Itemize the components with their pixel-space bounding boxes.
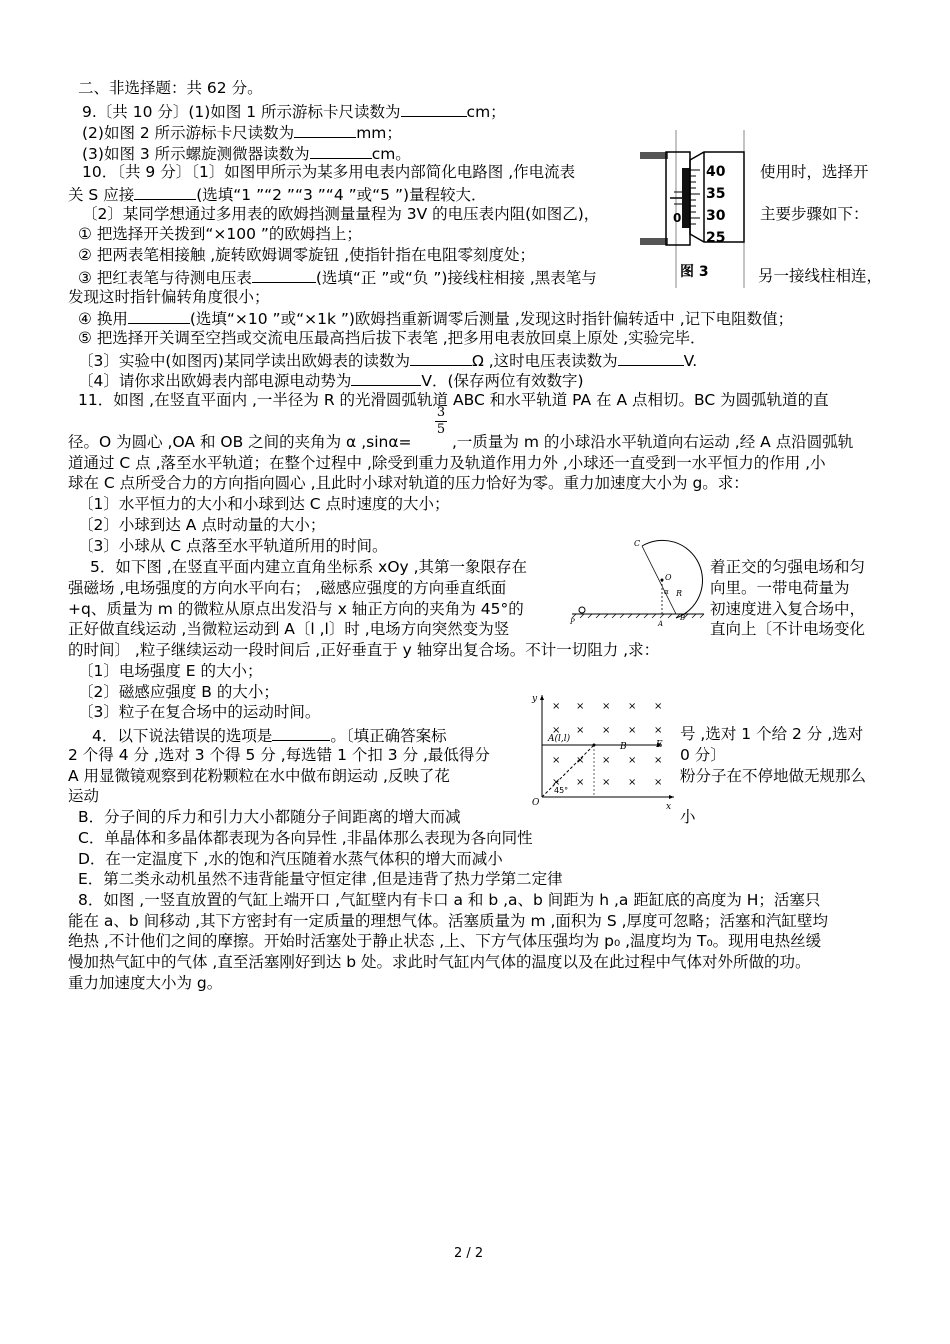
q9-line-3: (3)如图 3 所示螺旋测微器读数为 cm。 [82, 142, 411, 164]
answer-blank [618, 349, 684, 366]
svg-text:×: × [654, 725, 663, 736]
q10-step-1: ① 把选择开关拨到“×100 ”的欧姆挡上； [78, 225, 362, 243]
fraction-denominator: 5 [436, 422, 446, 437]
q9-line-2: (2)如图 2 所示游标卡尺读数为 mm； [82, 121, 402, 143]
q4-option-E: E．第二类永动机虽然不违背能量守恒定律 ,但是违背了热力学第二定律 [78, 870, 563, 888]
svg-text:×: × [628, 725, 637, 736]
q11-line-2: 径。O 为圆心 ,OA 和 OB 之间的夹角为 α ,sinα= [68, 433, 412, 451]
figure-circular-track [568, 538, 708, 633]
q4-option-C: C．单晶体和多晶体都表现为各向异性 ,非晶体那么表现为各向同性 [78, 829, 533, 847]
field-E-label: E [656, 740, 663, 750]
label-A: A [658, 620, 664, 628]
q4-line-1-right: 号 ,选对 1 个给 2 分 ,选对 [680, 725, 864, 743]
svg-text:×: × [602, 725, 611, 736]
q5-line-3: +q、质量为 m 的微粒从原点出发沿与 x 轴正方向的夹角为 45°的 [68, 600, 524, 618]
q5-sub-2: 〔2〕磁感应强度 B 的大小； [78, 683, 279, 701]
q11-sub-1: 〔1〕水平恒力的大小和小球到达 C 点时速度的大小； [78, 495, 450, 513]
q5-line-2-right: 向里。一带电荷量为 [710, 579, 850, 597]
label-alpha: α [664, 588, 669, 596]
answer-blank [310, 142, 372, 159]
point-B-label: B [620, 742, 627, 752]
q10-line-3: 〔2〕某同学想通过多用表的欧姆挡测量量程为 3V 的电压表内阻(如图乙)， [82, 205, 600, 223]
svg-text:×: × [576, 777, 585, 788]
svg-text:×: × [552, 701, 561, 712]
micrometer-zero: 0 [673, 211, 682, 225]
figure-3-micrometer [640, 130, 752, 288]
svg-text:×: × [628, 755, 637, 766]
fraction-3-5 [435, 406, 447, 437]
q10-step-3-cont: 发现这时指针偏转角度很小； [68, 288, 270, 306]
figure-3-caption: 图 3 [680, 264, 709, 280]
q5-line-4-right: 直向上〔不计电场变化 [710, 620, 866, 638]
q10-line-3-right: 主要步骤如下： [760, 205, 869, 223]
answer-blank [134, 183, 196, 200]
label-C: C [634, 539, 641, 548]
q9-line-1: 9.〔共 10 分〕(1)如图 1 所示游标卡尺读数为 cm； [82, 100, 506, 122]
svg-text:×: × [576, 725, 585, 736]
label-R: R [676, 589, 683, 598]
q11-line-3: 道通过 C 点 ,落至水平轨道；在整个过程中 ,除受到重力及轨道作用力外 ,小球还一直受到一水平恒力的作用 ,小 [68, 454, 826, 472]
q4-line-1: 4．以下说法错误的选项是 。〔填正确答案标 [92, 724, 447, 746]
answer-blank [410, 349, 472, 366]
q5-sub-1: 〔1〕电场强度 E 的大小； [78, 662, 263, 680]
q10-line-2: 关 S 应接 (选填“1 ”“2 ”“3 ”“4 ”或“5 ”)量程较大． [68, 183, 487, 205]
q4-line-2: 2 个得 4 分 ,选对 3 个得 5 分 ,每选错 1 个扣 3 分 ,最低得分 [68, 746, 490, 764]
angle-label: 45° [554, 786, 569, 795]
axis-y-label: y [532, 694, 538, 704]
q8-line-1: 8．如图 ,一竖直放置的气缸上端开口 ,气缸壁内有卡口 a 和 b ,a、b 间距为 h ,a 距缸底的高度为 H；活塞只 [78, 891, 821, 909]
answer-blank [351, 369, 421, 386]
q11-sub-2: 〔2〕小球到达 A 点时动量的大小； [78, 516, 326, 534]
micrometer-tick-40: 40 [706, 164, 726, 180]
q5-line-1: 5．如下图 ,在竖直平面内建立直角坐标系 xOy ,其第一象限存在 [90, 558, 528, 576]
svg-text:×: × [602, 755, 611, 766]
axis-x-label: x [666, 802, 672, 811]
svg-text:×: × [602, 701, 611, 712]
q8-line-4: 慢加热气缸中的气体 ,直至活塞刚好到达 b 处。求此时气缸内气体的温度以及在此过程中气体对外所做的功。 [68, 953, 811, 971]
q11-line-4: 球在 C 点所受合力的方向指向圆心 ,且此时小球对轨道的压力恰好为零。重力加速度大小为 g。求： [68, 474, 749, 492]
q10-step-3-right: 另一接线柱相连， [758, 267, 883, 285]
point-A-label: A(l,l) [548, 734, 571, 744]
page-number: 2 / 2 [454, 1246, 484, 1261]
fraction-numerator: 3 [436, 405, 446, 420]
q4-line-2-right: 0 分〕 [680, 746, 726, 764]
svg-text:×: × [552, 725, 561, 736]
q5-line-2: 强磁场 ,电场强度的方向水平向右； ,磁感应强度的方向垂直纸面 [68, 579, 507, 597]
q11-sub-3: 〔3〕小球从 C 点落至水平轨道所用的时间。 [78, 537, 388, 555]
svg-text:×: × [602, 777, 611, 788]
q8-line-2: 能在 a、b 间移动 ,其下方密封有一定质量的理想气体。活塞质量为 m ,面积为 S ,厚度可忽略；活塞和汽缸壁均 [68, 912, 829, 930]
section-heading: 二、非选择题：共 62 分。 [78, 79, 263, 97]
micrometer-tick-30: 30 [706, 208, 726, 224]
svg-text:×: × [552, 777, 561, 788]
svg-text:×: × [628, 701, 637, 712]
q5-line-4: 正好做直线运动 ,当微粒运动到 A〔l ,l〕时 ,电场方向突然变为竖 [68, 620, 510, 638]
q10-line-1-right: 使用时，选择开 [760, 163, 869, 181]
svg-text:×: × [552, 755, 561, 766]
svg-text:×: × [628, 777, 637, 788]
svg-text:×: × [654, 777, 663, 788]
svg-text:×: × [576, 701, 585, 712]
q10-step-3: ③ 把红表笔与待测电压表 (选填“正 ”或“负 ”)接线柱相接 ,黑表笔与 [78, 266, 597, 288]
q4-option-B-right: 小 [680, 808, 696, 826]
q5-line-5: 的时间〕 ,粒子继续运动一段时间后 ,正好垂直于 y 轴穿出复合场。不计一切阻力 ,求： [68, 641, 660, 659]
q8-line-3: 绝热 ,不计他们之间的摩擦。开始时活塞处于静止状态 ,上、下方气体压强均为 p₀ ,温度均为 T₀。现用电热丝缓 [68, 932, 822, 950]
origin-label: O [532, 798, 540, 808]
q4-option-A: A 用显微镜观察到花粉颗粒在水中做布朗运动 ,反映了花 [68, 767, 450, 785]
answer-blank [272, 724, 330, 741]
q5-line-3-right: 初速度进入复合场中， [710, 600, 866, 618]
q10-part-3: 〔3〕实验中(如图丙)某同学读出欧姆表的读数为 Ω ,这时电压表读数为 V. [78, 349, 697, 371]
micrometer-tick-35: 35 [706, 186, 726, 202]
q11-line-1: 11．如图 ,在竖直平面内 ,一半径为 R 的光滑圆弧轨道 ABC 和水平轨道 PA 在 A 点相切。BC 为圆弧轨道的直 [78, 391, 829, 409]
q5-line-1-right: 着正交的匀强电场和匀 [710, 558, 866, 576]
q10-line-1: 10．〔共 9 分〕〔1〕如图甲所示为某多用电表内部简化电路图 ,作电流表 [82, 163, 576, 181]
answer-blank [401, 100, 467, 117]
q11-line-2-cont: ,一质量为 m 的小球沿水平轨道向右运动 ,经 A 点沿圆弧轨 [452, 433, 854, 451]
svg-text:×: × [576, 755, 585, 766]
q4-option-A-cont: 运动 [68, 787, 100, 805]
label-P: P [570, 618, 575, 626]
q4-option-A-right: 粉分子在不停地做无规那么 [680, 767, 867, 785]
q10-step-5: ⑤ 把选择开关调至空挡或交流电压最高挡后拔下表笔 ,把多用电表放回桌上原处 ,实验完毕． [78, 329, 706, 347]
micrometer-tick-25: 25 [706, 230, 726, 246]
q4-option-D: D．在一定温度下 ,水的饱和汽压随着水蒸气体积的增大而减小 [78, 850, 503, 868]
q4-option-B: B．分子间的斥力和引力大小都随分子间距离的增大而减 [78, 808, 461, 826]
figure-coordinate-field [528, 693, 678, 811]
q10-step-4: ④ 换用 (选填“×10 ”或“×1k ”)欧姆挡重新调零后测量 ,发现这时指针偏转适中 ,记下电阻数值； [78, 307, 793, 329]
label-B: B [680, 614, 686, 622]
q5-sub-3: 〔3〕粒子在复合场中的运动时间。 [78, 703, 321, 721]
answer-blank [252, 266, 316, 283]
label-O: O [665, 573, 672, 582]
answer-blank [128, 307, 190, 324]
q10-part-4: 〔4〕请你求出欧姆表内部电源电动势为 V．(保存两位有效数字) [78, 369, 584, 391]
svg-text:×: × [654, 755, 663, 766]
svg-text:×: × [654, 701, 663, 712]
answer-blank [294, 121, 356, 138]
q8-line-5: 重力加速度大小为 g。 [68, 974, 223, 992]
q10-step-2: ② 把两表笔相接触 ,旋转欧姆调零旋钮 ,使指针指在电阻零刻度处； [78, 246, 536, 264]
